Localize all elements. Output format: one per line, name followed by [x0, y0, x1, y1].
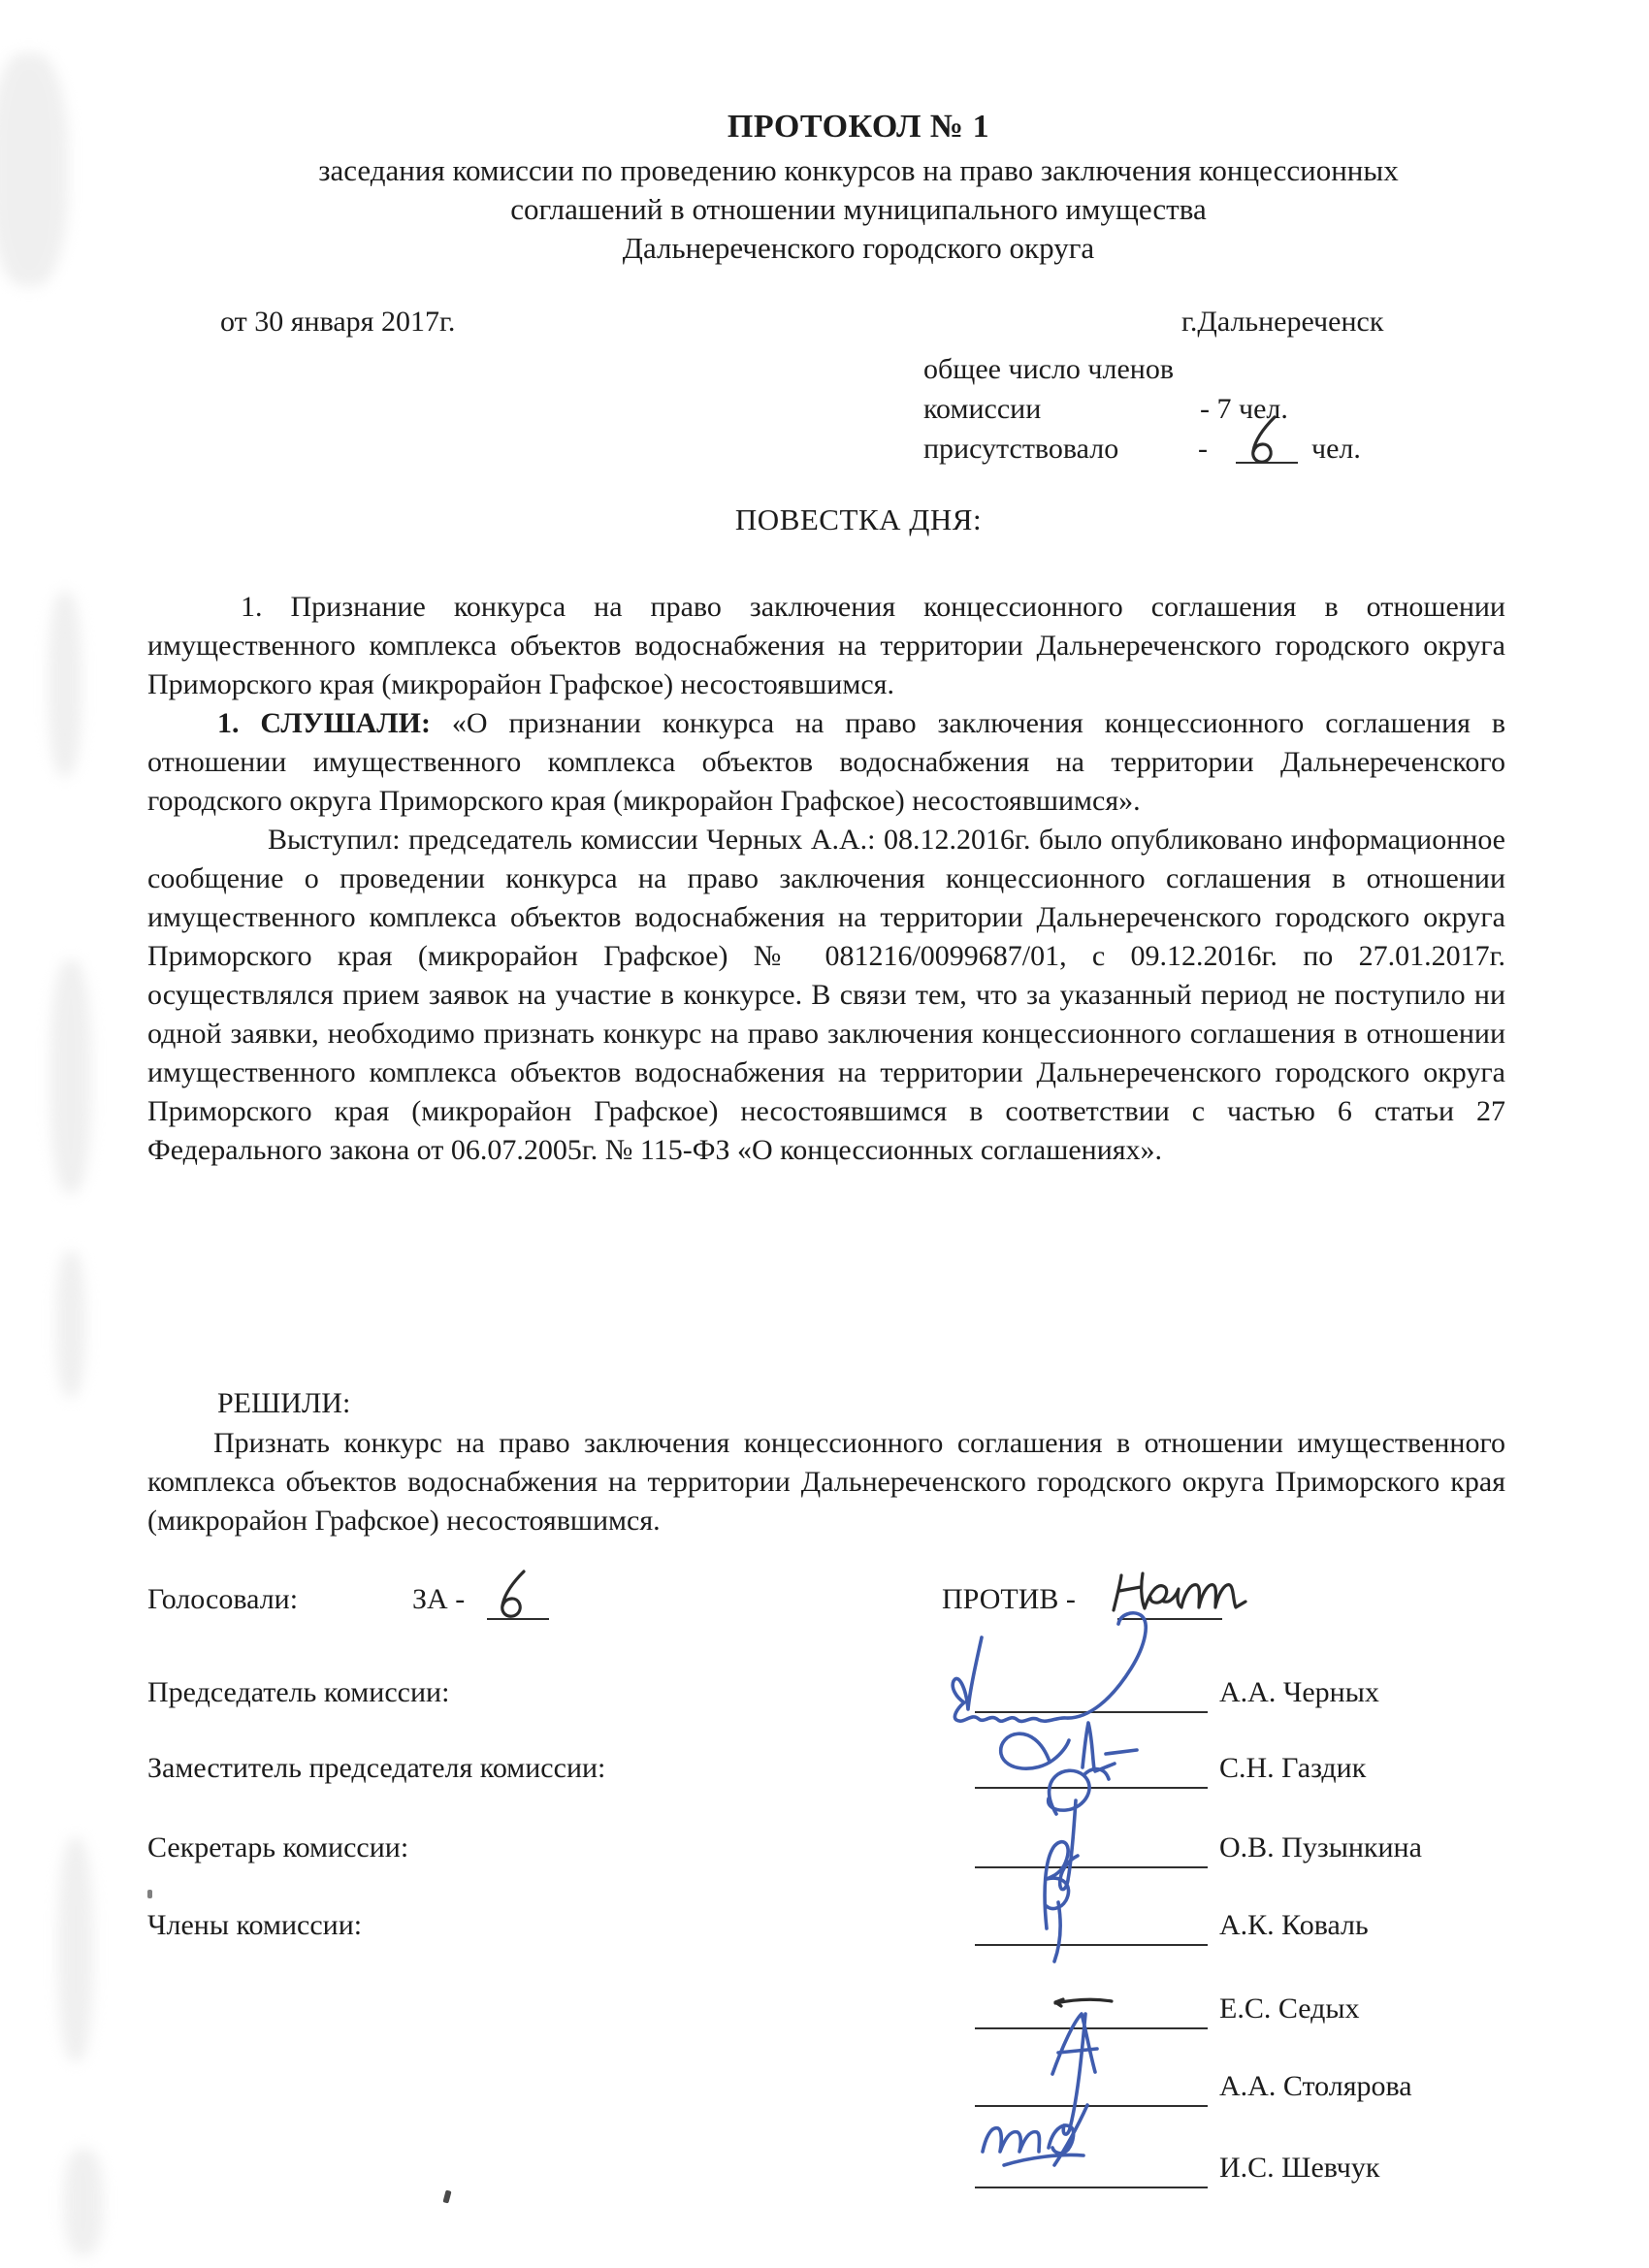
- document-date: от 30 января 2017г.: [220, 306, 456, 338]
- scan-artifact: [64, 2149, 103, 2255]
- scan-artifact: [56, 1251, 85, 1397]
- resolution-heading: РЕШИЛИ:: [217, 1387, 351, 1419]
- members-row-label: комиссии: [923, 393, 1042, 425]
- speech-paragraph: Выступил: председатель комиссии Черных А.А.: 08.12.2016г. было опубликовано информационное сообщение о проведении конкурса на право заключения концессионного соглашения в отношении имущественного комплекса объектов водоснабжения на территории Дальнереченского городского округа Приморского края (микрорайон Графское) № 081216/0099687/01, с 09.12.2016г. по 27.01.2017г. осуществлялся прием заявок на участие в конкурсе. В связи тем, что за указанный период не поступило ни одной заявки, необходимо признать конкурс на право заключения концессионного соглашения в отношении имущественного комплекса объектов водоснабжения на территории Дальнереченского городского округа Приморского края (микрорайон Графское) несостоявшимся в соответствии с частью 6 статьи 27 Федерального закона от 06.07.2005г. № 115-ФЗ «О концессионных соглашениях».: [147, 824, 1505, 1166]
- role-label: Заместитель председателя комиссии:: [147, 1752, 606, 1784]
- signatory-name: А.А. Черных: [1219, 1676, 1379, 1708]
- signature-row: [147, 2064, 1554, 2122]
- scan-artifact: [147, 1890, 152, 1898]
- scan-artifact: [50, 960, 91, 1193]
- present-count-row: [923, 429, 1379, 469]
- signature-row: [147, 1987, 1554, 2045]
- resolution-paragraph: Признать конкурс на право заключения концессионного соглашения в отношении имущественного комплекса объектов водоснабжения на территории Дальнереченского городского округа Приморского края (микрорайон Графское) несостоявшимся.: [147, 1427, 1505, 1537]
- signatory-name: О.В. Пузынкина: [1219, 1831, 1422, 1863]
- scan-artifact: [0, 53, 68, 286]
- present-unit: чел.: [1311, 433, 1361, 465]
- signatory-name: Е.С. Седых: [1219, 1993, 1360, 2025]
- signature-row: [147, 1826, 1554, 1884]
- signatory-name: С.Н. Газдик: [1219, 1752, 1367, 1784]
- vote-against-label: ПРОТИВ -: [942, 1583, 1076, 1615]
- signatory-name: А.К. Коваль: [1219, 1909, 1369, 1941]
- resolution-block: [147, 1384, 1505, 1540]
- document-place: г.Дальнереченск: [1181, 306, 1384, 338]
- vote-for-value-handwritten: [487, 1591, 549, 1620]
- agenda-heading: ПОВЕСТКА ДНЯ:: [734, 502, 983, 536]
- scan-artifact: [48, 592, 81, 776]
- page-subtitle: [146, 151, 1571, 268]
- members-total-label: общее число членов: [923, 353, 1175, 385]
- signature-row: [147, 1670, 1554, 1729]
- signature-shevchuk: [967, 2095, 1171, 2212]
- present-dash: -: [1198, 433, 1208, 465]
- role-label: Члены комиссии:: [147, 1909, 363, 1941]
- role-label: Секретарь комиссии:: [147, 1831, 409, 1863]
- signatory-name: И.С. Шевчук: [1219, 2152, 1380, 2184]
- signature-row: [147, 1903, 1554, 1961]
- signatory-name: А.А. Столярова: [1219, 2070, 1412, 2102]
- members-total-value: - 7 чел.: [1200, 393, 1288, 425]
- agenda-item-1: 1. Признание конкурса на право заключения концессионного соглашения в отношении имущественного комплекса объектов водоснабжения на территории Дальнереченского городского округа Приморского края (микрорайон Графское) несостоявшимся.: [147, 591, 1505, 700]
- hearing-quote: «О признании конкурса на право заключения концессионного соглашения в отношении имущественного комплекса объектов водоснабжения на территории Дальнереченского городского округа Приморского края (микрорайон Графское) несостоявшимся».: [147, 707, 1505, 817]
- page-title: ПРОТОКОЛ № 1: [727, 109, 990, 145]
- subtitle-line: заседания комиссии по проведению конкурсов на право заключения концессионных: [318, 153, 1399, 187]
- voting-row: [147, 1583, 1554, 1651]
- subtitle-line: соглашений в отношении муниципального имущества: [510, 192, 1207, 226]
- role-label: Председатель комиссии:: [147, 1676, 450, 1708]
- vote-for-label: ЗА -: [412, 1583, 466, 1615]
- signature-koval: [1006, 1833, 1122, 1979]
- commission-members-block: [923, 349, 1379, 469]
- voting-label: Голосовали:: [147, 1583, 299, 1615]
- signature-row: [147, 2146, 1554, 2204]
- scan-artifact: [58, 1838, 93, 2061]
- signature-row: [147, 1746, 1554, 1804]
- hearing-lead: 1. СЛУШАЛИ:: [217, 707, 431, 739]
- present-count-handwritten: [1236, 431, 1298, 464]
- members-count-row: [923, 389, 1379, 429]
- present-label: присутствовало: [923, 433, 1119, 465]
- subtitle-line: Дальнереченского городского округа: [622, 231, 1095, 265]
- hearing-paragraph: [147, 704, 1505, 821]
- document-body: [147, 588, 1505, 1170]
